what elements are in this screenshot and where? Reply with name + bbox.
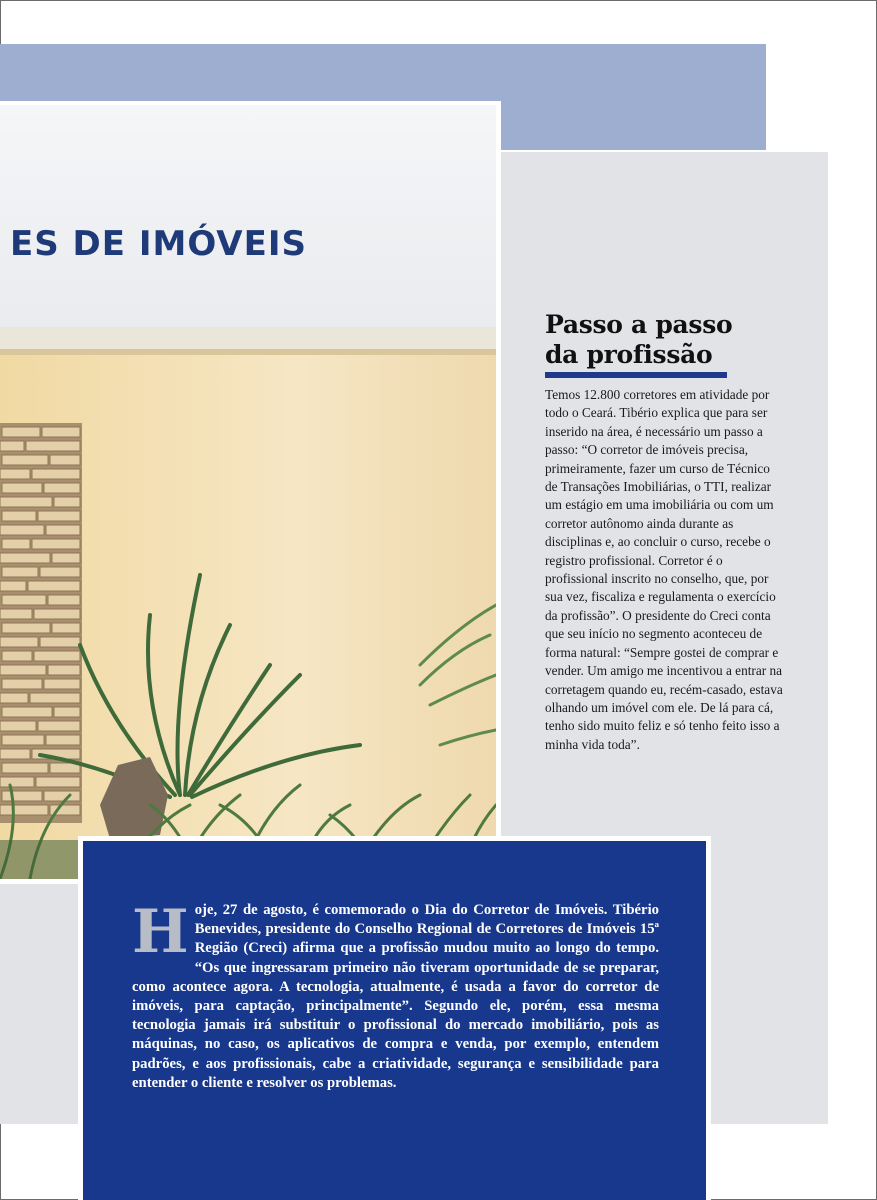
sidebar-body-text: Temos 12.800 corretores em atividade por todo o Ceará. Tibério explica que para ser inserido na área, é necessário um passo a passo: “O corretor de imóveis precisa, primeiramente, fazer um curso de Técnico de Transações Imobiliárias, o TTI, realizar um estágio em uma imobiliária ou com um corretor autônomo ainda durante as disciplinas e, ao concluir o curso, recebe o registro profissional. Corretor é o profissional inscrito no conselho, que, por sua vez, fiscaliza e regulamenta o exercício da profissão”. O presidente do Creci conta que seu início no segmento aconteceu de forma natural: “Sempre gostei de comprar e vender. Um amigo me incentivou a entrar na corretagem quando eu, recém-casado, estava olhando um imóvel com ele. De lá para cá, tenho sido muito feliz e só tenho feito isso a minha vida toda”.	[545, 387, 783, 752]
sidebar-article	[545, 310, 785, 767]
main-article-text	[132, 897, 659, 1093]
sidebar-title-line1: Passo a passo	[545, 310, 733, 339]
main-article-panel	[83, 841, 706, 1200]
sidebar-title-line2: da profissão	[545, 340, 713, 369]
article-body: oje, 27 de agosto, é comemorado o Dia do Corretor de Imóveis. Tibério Benevides, presidente do Conselho Regional de Corretores de Imóveis 15ª Região (Creci) afirma que a profissão mudou muito ao longo do tempo. “Os que ingressaram primeiro não tiveram oportunidade de se preparar, como acontece agora. A tecnologia, atualmente, é usada a favor do corretor de imóveis, para captação, principalmente”. Segundo ele, porém, essa mesma tecnologia jamais irá substituir o profissional do mercado imobiliário, pois as máquinas, no caso, os aplicativos de compra e venda, por exemplo, entendem padrões, e aos profissionais, cabe a criatividade, segurança e sensibilidade para entender o cliente e resolver os problemas.	[132, 902, 659, 1091]
building-sign-text: ES DE IMÓVEIS	[10, 224, 307, 264]
sidebar-title-underline	[545, 372, 727, 378]
article-dropcap: H	[132, 897, 189, 967]
main-article-box	[78, 836, 711, 1200]
sidebar-title	[545, 310, 785, 370]
building-photo-frame	[0, 101, 501, 884]
building-photo	[0, 105, 496, 879]
building-photo-illustration	[0, 105, 496, 879]
